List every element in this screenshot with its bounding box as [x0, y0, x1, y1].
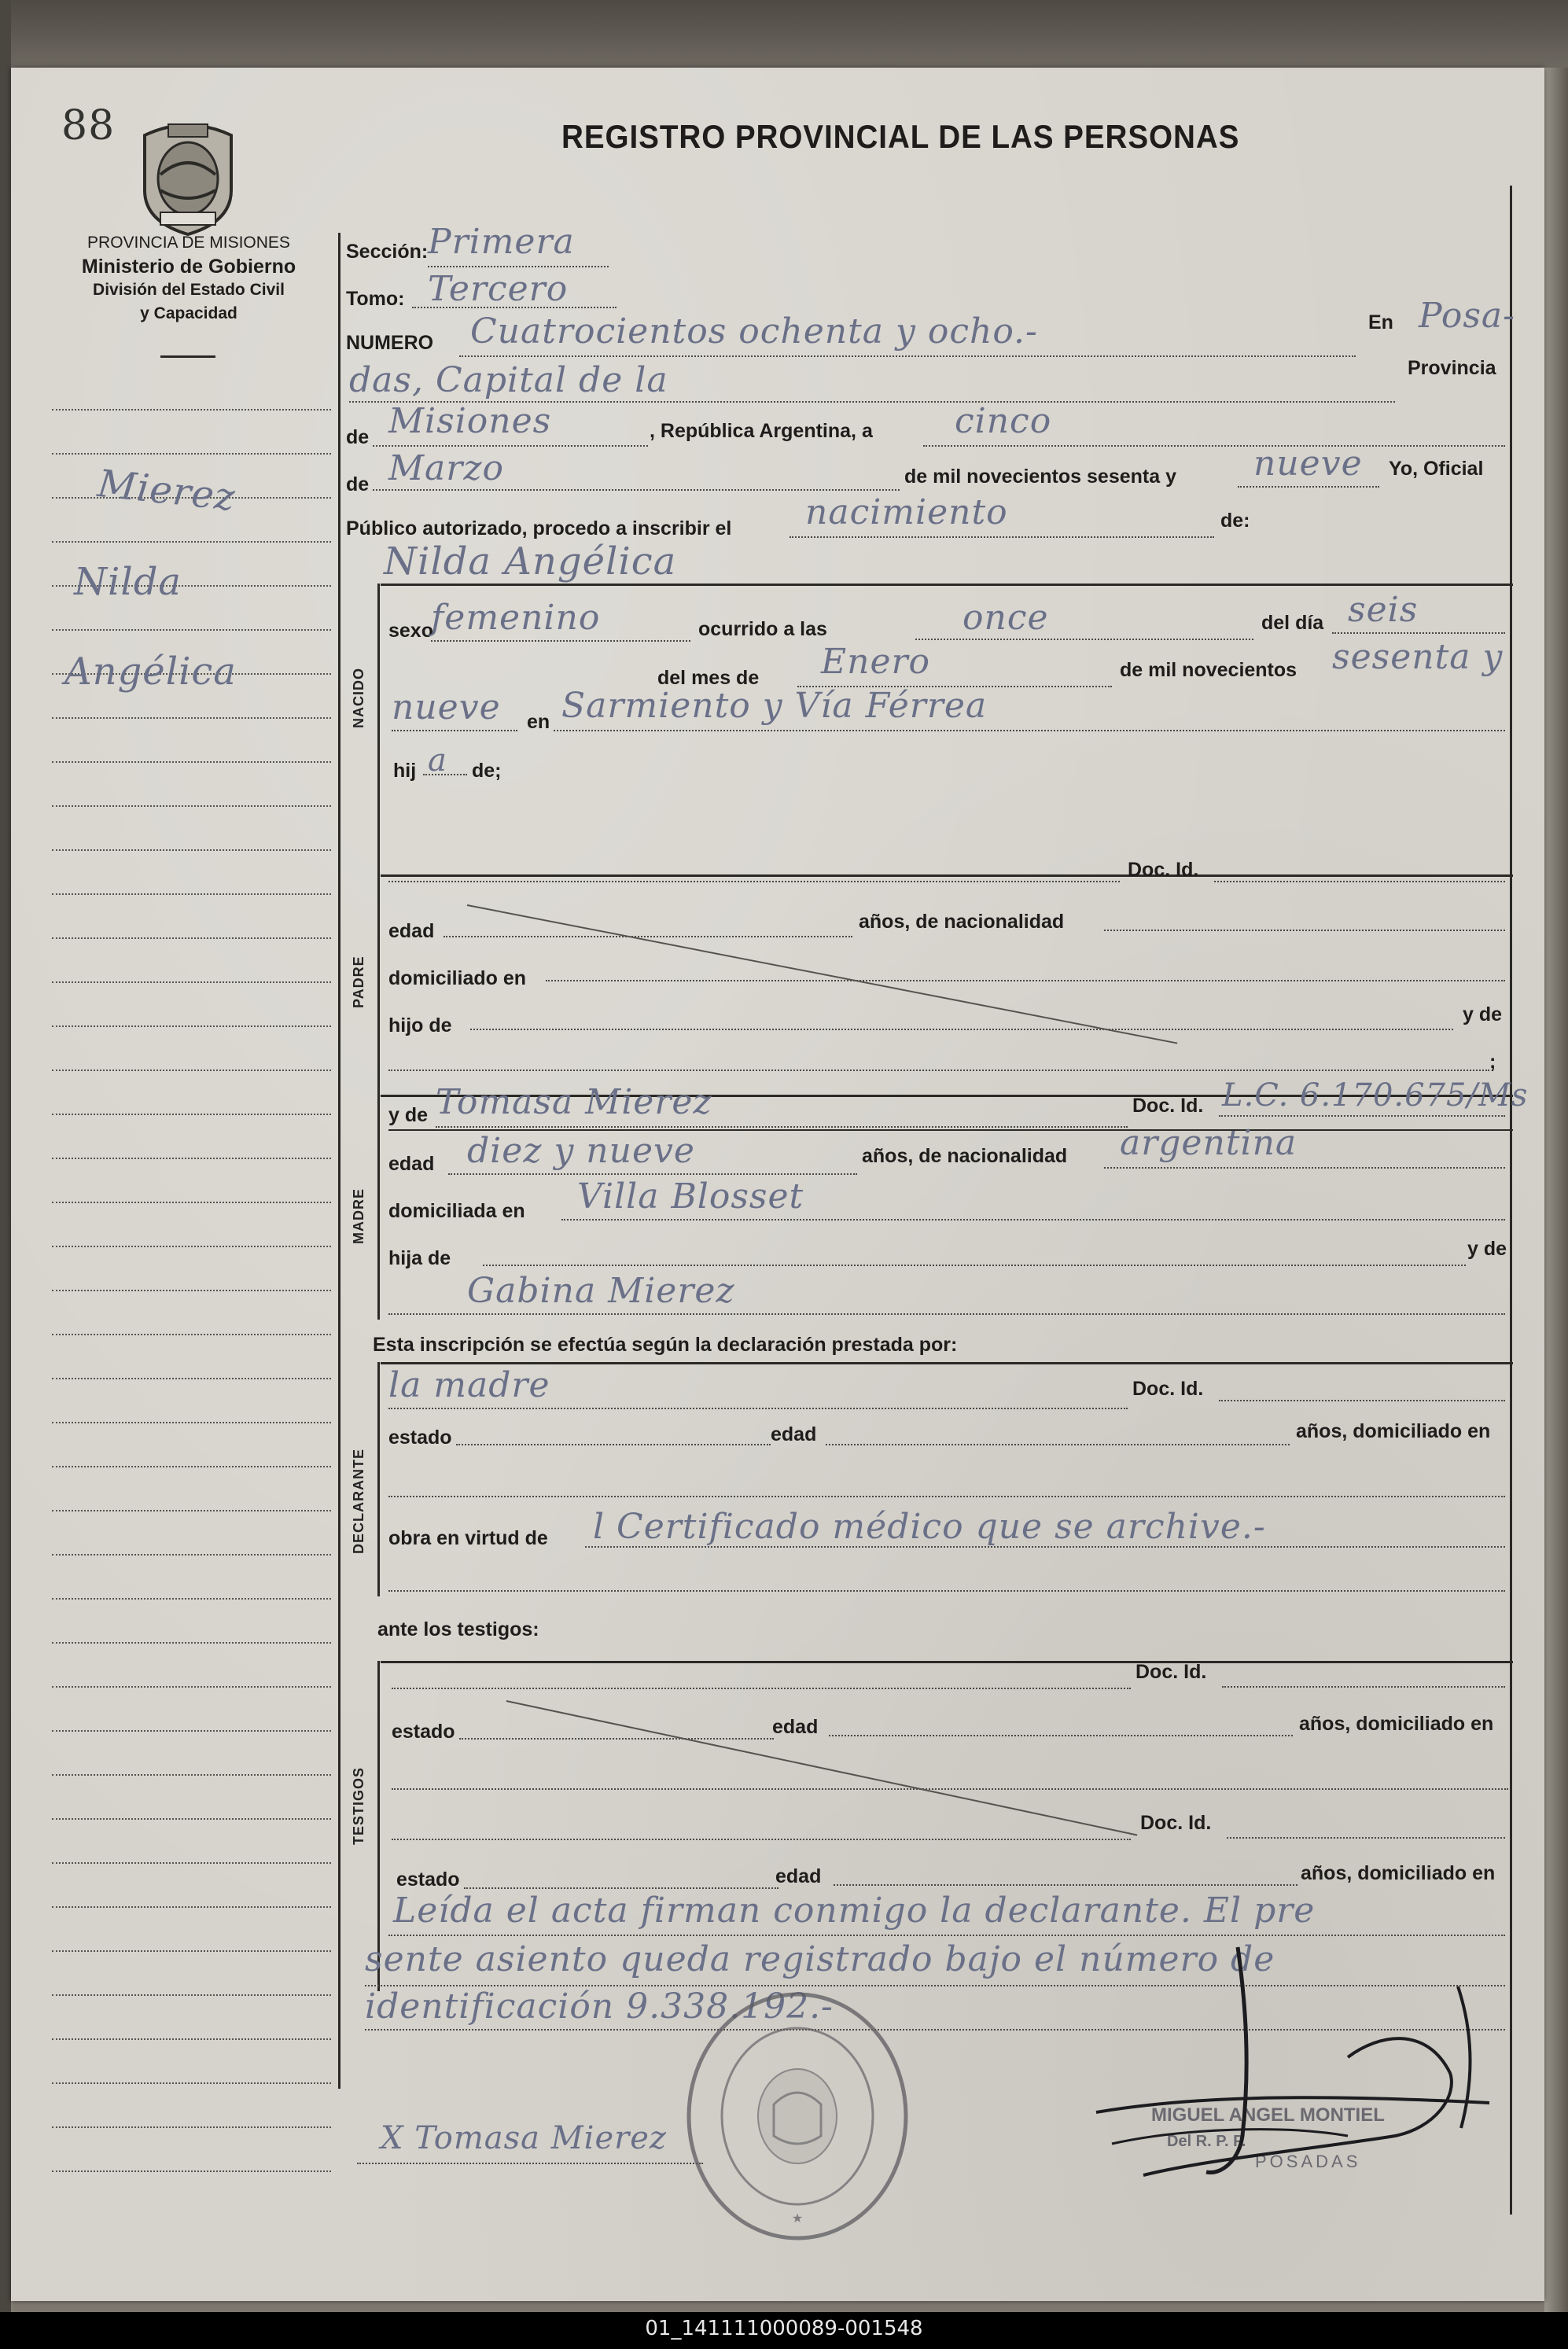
margin-ruled-line: [52, 1202, 331, 1203]
value-mes-nacimiento: Enero: [821, 642, 931, 682]
label-mil-nacimiento: de mil novecientos: [1120, 659, 1297, 681]
declarante-intro: Esta inscripción se efectúa según la declaración prestada por:: [373, 1334, 958, 1356]
value-seccion: Primera: [428, 222, 575, 262]
madre-nacionalidad: argentina: [1120, 1123, 1297, 1163]
margin-ruled-line: [52, 893, 331, 895]
label-publico: Público autorizado, procedo a inscribir el: [346, 517, 732, 539]
margin-ruled-line: [52, 981, 331, 983]
round-seal-stamp: [679, 1986, 915, 2246]
value-hora: once: [963, 598, 1049, 638]
madre-yde2-label: y de: [1467, 1238, 1507, 1260]
madre-anios-label: años, de nacionalidad: [862, 1145, 1068, 1167]
margin-ruled-line: [52, 1554, 331, 1556]
book-binding: [0, 0, 11, 2312]
margin-ruled-line: [52, 1686, 331, 1688]
margin-ruled-line: [52, 1994, 331, 1996]
padre-yde-label: y de: [1463, 1003, 1503, 1025]
label-en-lugar: en: [527, 711, 550, 733]
margin-ruled-line: [52, 1510, 331, 1511]
margin-ruled-line: [52, 761, 331, 763]
margin-ruled-line: [52, 1025, 331, 1027]
issuer-province: PROVINCIA DE MISIONES: [87, 234, 290, 252]
margin-first-name: Nilda: [74, 560, 182, 604]
section-label-padre: PADRE: [351, 955, 366, 1008]
margin-ruled-line: [52, 1158, 331, 1159]
issuer-ministry: Ministerio de Gobierno: [81, 256, 296, 278]
declarante-anios-label: años, domiciliado en: [1296, 1420, 1491, 1442]
padre-edad-label: edad: [388, 920, 435, 942]
official-signature: [1065, 1939, 1521, 2191]
madre-name: Tomasa Mierez: [436, 1082, 712, 1122]
margin-ruled-line: [52, 541, 331, 543]
testigos-cross-out: [506, 1700, 1137, 1835]
record-page: [11, 68, 1544, 2301]
value-tomo: Tercero: [428, 269, 569, 309]
padre-domicilio-label: domiciliado en: [388, 967, 527, 989]
madre-domicilio-value: Villa Blosset: [577, 1176, 804, 1217]
madre-hija-label: hija de: [388, 1247, 451, 1269]
nacido-vertical-rule: [377, 584, 380, 876]
padre-cross-out: [467, 904, 1177, 1044]
issuer-block: [39, 231, 338, 326]
madre-domicilio-label: domiciliada en: [388, 1200, 525, 1222]
padre-vertical-rule: [377, 874, 380, 1096]
label-de: de: [346, 426, 370, 448]
margin-ruled-line: [52, 1730, 331, 1732]
coat-of-arms-icon: [137, 120, 239, 237]
label-mil: de mil novecientos sesenta y: [904, 466, 1176, 488]
declarante-vertical-rule: [377, 1362, 380, 1596]
declarante-top-rule: [381, 1362, 1513, 1364]
margin-ruled-line: [52, 409, 331, 411]
margin-ruled-line: [52, 1598, 331, 1600]
testigo1-estado-label: estado: [392, 1721, 455, 1743]
svg-text:★: ★: [791, 2212, 804, 2226]
declarante-estado-label: estado: [388, 1427, 452, 1449]
closing-line-2: sente asiento queda registrado bajo el número de: [365, 1939, 1275, 1979]
margin-ruled-line: [52, 1818, 331, 1820]
value-provincia: Misiones: [388, 401, 552, 441]
official-stamp-post: Del R. P. P.: [1167, 2133, 1246, 2150]
margin-ruled-line: [52, 629, 331, 631]
label-numero: NUMERO: [346, 332, 434, 354]
margin-surname: Mierez: [95, 461, 237, 521]
margin-ruled-line: [52, 1246, 331, 1247]
section-label-nacido: NACIDO: [351, 668, 366, 728]
margin-ruled-line: [52, 2126, 331, 2128]
margin-ruled-line: [52, 1906, 331, 1908]
label-de-2: de: [346, 473, 370, 495]
margin-ruled-line: [52, 1422, 331, 1423]
file-caption: 01_141111000089-001548: [645, 2317, 923, 2340]
label-de-colon: de:: [1220, 510, 1250, 532]
page-number: 88: [61, 102, 116, 149]
madre-doc-label: Doc. Id.: [1132, 1095, 1204, 1117]
madre-doc-value: L.C. 6.170.675/Ms: [1222, 1077, 1529, 1114]
declarante-doc-label: Doc. Id.: [1132, 1378, 1204, 1400]
testigos-intro: ante los testigos:: [377, 1618, 539, 1640]
margin-ruled-line: [52, 937, 331, 939]
testigo2-doc-label: Doc. Id.: [1140, 1812, 1212, 1834]
margin-ruled-line: [52, 1378, 331, 1379]
section-label-declarante: DECLARANTE: [351, 1449, 366, 1554]
right-frame-line: [1510, 186, 1512, 2215]
issuer-division: División del Estado Civil: [93, 281, 285, 299]
testigo2-edad-label: edad: [775, 1865, 822, 1887]
value-acto: nacimiento: [805, 492, 1008, 532]
margin-ruled-line: [52, 2038, 331, 2040]
label-tomo: Tomo:: [346, 288, 405, 310]
margin-ruled-line: [52, 1774, 331, 1776]
issuer-rule: [160, 355, 215, 358]
madre-edad-label: edad: [388, 1153, 435, 1175]
left-frame-line: [338, 233, 340, 2089]
official-stamp-name: MIGUEL ANGEL MONTIEL: [1151, 2104, 1385, 2126]
padre-doc-label: Doc. Id.: [1128, 859, 1199, 881]
label-yo: Yo, Oficial: [1389, 458, 1484, 480]
closing-line-1: Leída el acta firman conmigo la declarante. El pre: [393, 1891, 1316, 1931]
value-en-1: Posa-: [1419, 296, 1515, 336]
padre-top-rule: [381, 874, 1513, 877]
nacido-top-rule: [381, 584, 1513, 586]
margin-ruled-line: [52, 849, 331, 851]
label-provincia: Provincia: [1408, 357, 1496, 379]
margin-ruled-line: [52, 1950, 331, 1952]
margin-ruled-line: [52, 2082, 331, 2084]
padre-anios-label: años, de nacionalidad: [859, 911, 1065, 933]
padre-semicolon: ;: [1489, 1051, 1496, 1073]
testigo1-doc-label: Doc. Id.: [1136, 1661, 1207, 1683]
madre-vertical-rule: [377, 1095, 380, 1320]
value-sexo: femenino: [431, 598, 601, 638]
value-dia: cinco: [955, 401, 1052, 441]
label-mes: del mes de: [657, 667, 760, 689]
declarante-obra-label: obra en virtud de: [388, 1527, 548, 1549]
label-del-dia: del día: [1261, 612, 1324, 634]
margin-ruled-line: [52, 1290, 331, 1291]
closing-line-3: identificación 9.338.192.-: [365, 1986, 834, 2027]
section-label-testigos: TESTIGOS: [351, 1766, 366, 1845]
margin-ruled-line: [52, 1114, 331, 1115]
testigo2-estado-label: estado: [396, 1869, 460, 1891]
value-anio-1: sesenta y: [1332, 637, 1504, 677]
label-hij: hij: [393, 760, 417, 782]
label-sexo: sexo: [388, 620, 433, 642]
value-mes: Marzo: [388, 448, 504, 488]
margin-ruled-line: [52, 805, 331, 807]
value-anio: nueve: [1253, 444, 1363, 484]
label-ocurrido: ocurrido a las: [698, 618, 827, 640]
margin-ruled-line: [52, 717, 331, 719]
madre-padres-value: Gabina Mierez: [467, 1271, 735, 1311]
margin-ruled-line: [52, 1334, 331, 1335]
value-anio-2: nueve: [392, 687, 501, 727]
label-seccion: Sección:: [346, 241, 429, 263]
declarante-name: la madre: [388, 1365, 550, 1405]
nacido-name: Nilda Angélica: [384, 539, 677, 584]
madre-edad-value: diez y nueve: [467, 1131, 695, 1171]
book-top-edge: [11, 0, 1568, 68]
testigo1-anios-label: años, domiciliado en: [1299, 1713, 1494, 1735]
margin-ruled-line: [52, 2170, 331, 2172]
value-en-2: das, Capital de la: [349, 360, 668, 400]
declarante-virtud-value: l Certificado médico que se archive.-: [593, 1507, 1266, 1547]
declarante-signature: X Tomasa Mierez: [381, 2120, 668, 2156]
label-de-hij: de;: [472, 760, 502, 782]
margin-ruled-line: [52, 1070, 331, 1071]
margin-ruled-line: [52, 1642, 331, 1644]
book-right-edge: [1544, 68, 1568, 2312]
margin-ruled-line: [52, 453, 331, 455]
label-en: En: [1368, 311, 1393, 333]
label-republica: , República Argentina, a: [650, 420, 873, 442]
testigos-top-rule: [381, 1661, 1513, 1663]
issuer-capacity: y Capacidad: [140, 304, 237, 322]
margin-second-name: Angélica: [64, 650, 237, 694]
value-lugar: Sarmiento y Vía Férrea: [561, 686, 988, 726]
section-label-madre: MADRE: [351, 1188, 366, 1244]
madre-yde-label: y de: [388, 1104, 429, 1126]
value-dia-nacimiento: seis: [1348, 590, 1419, 630]
testigo1-edad-label: edad: [772, 1716, 819, 1738]
page-title: REGISTRO PROVINCIAL DE LAS PERSONAS: [561, 118, 1240, 155]
margin-ruled-line: [52, 1862, 331, 1864]
value-numero: Cuatrocientos ochenta y ocho.-: [470, 311, 1038, 352]
testigo2-anios-label: años, domiciliado en: [1301, 1862, 1496, 1884]
declarante-edad-label: edad: [771, 1423, 817, 1445]
margin-ruled-line: [52, 1466, 331, 1467]
value-hij: a: [428, 742, 447, 779]
padre-hijo-label: hijo de: [388, 1014, 452, 1036]
official-stamp-place: POSADAS: [1255, 2152, 1361, 2171]
